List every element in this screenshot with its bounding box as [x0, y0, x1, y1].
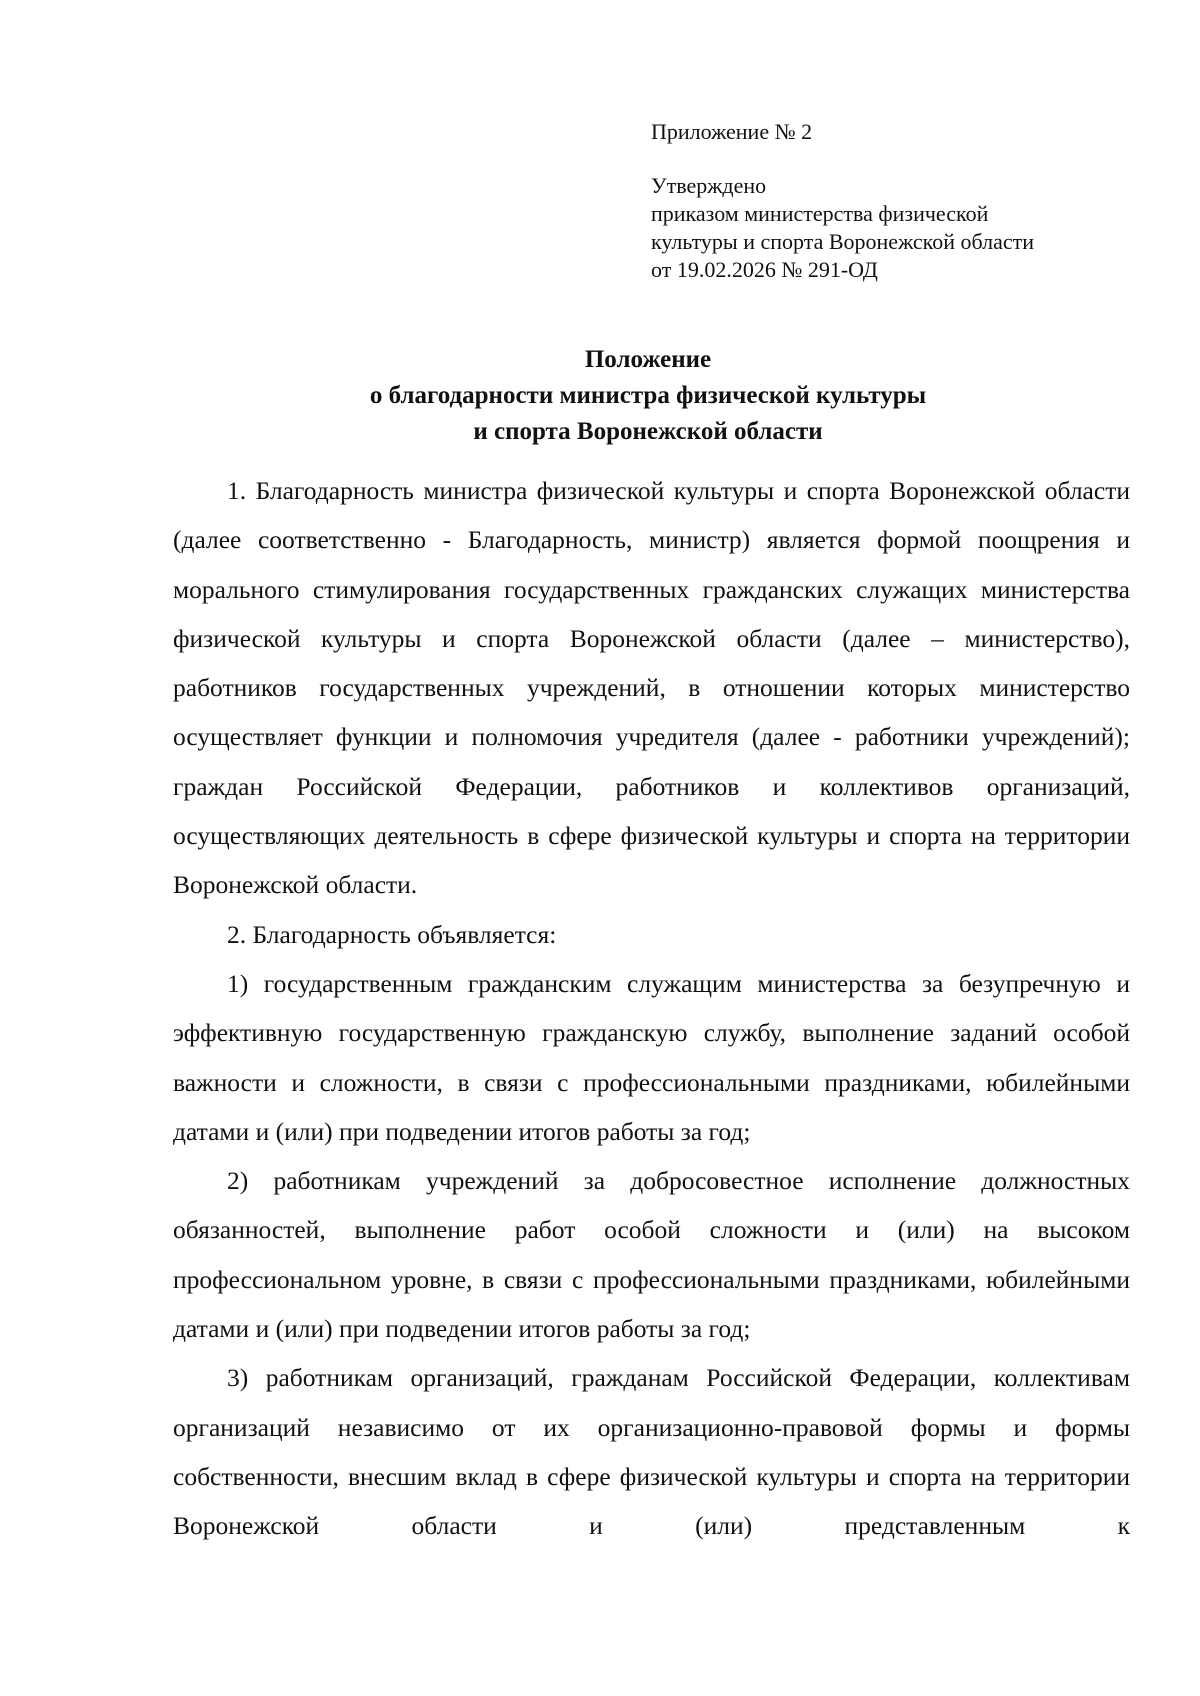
approval-line-2: культуры и спорта Воронежской области [651, 229, 1035, 254]
document-title [0, 342, 1200, 450]
approval-order-date: от 19.02.2026 № 291-ОД [651, 257, 878, 282]
approval-block [651, 118, 1151, 284]
title-line-3: и спорта Воронежской области [473, 418, 823, 445]
paragraph-2-item-2: 2) работникам учреждений за добросовестное исполнение должностных обязанностей, выполнение работ особой сложности и (или) на высоком профессиональном уровне, в связи с профессиональными праздниками, юбилейными датами и (или) при подведении итогов работы за год; [173, 1166, 1130, 1344]
title-line-1: Положение [584, 346, 712, 373]
paragraph-2-item-3: 3) работникам организаций, гражданам Российской Федерации, коллективам организаций независимо от их организационно-правовой формы и формы собственности, внесшим вклад в сфере физической культуры и спорта на территории Воронежской области и (или) представленным к [173, 1363, 1130, 1541]
paragraph-2: 2. Благодарность объявляется: [227, 919, 557, 949]
paragraph-2-item-1: 1) государственным гражданским служащим министерства за безупречную и эффективную государственную гражданскую службу, выполнение заданий особой важности и сложности, в связи с профессиональными праздниками, юбилейными датами и (или) при подведении итогов работы за год; [173, 968, 1130, 1146]
document-body [173, 466, 1130, 1551]
title-line-2: о благодарности министра физической культуры [369, 382, 927, 409]
approval-line-1: приказом министерства физической [651, 201, 989, 226]
appendix-number: Приложение № 2 [651, 119, 813, 144]
approved-label: Утверждено [651, 173, 767, 198]
paragraph-1: 1. Благодарность министра физической культуры и спорта Воронежской области (далее соответственно - Благодарность, министр) является формой поощрения и морального стимулирования государственных гражданских служащих министерства физической культуры и спорта Воронежской области (далее – министерство), работников государственных учреждений, в отношении которых министерство осуществляет функции и полномочия учредителя (далее - работники учреждений); граждан Российской Федерации, работников и коллективов организаций, осуществляющих деятельность в сфере физической культуры и спорта на территории Воронежской области. [173, 476, 1130, 900]
